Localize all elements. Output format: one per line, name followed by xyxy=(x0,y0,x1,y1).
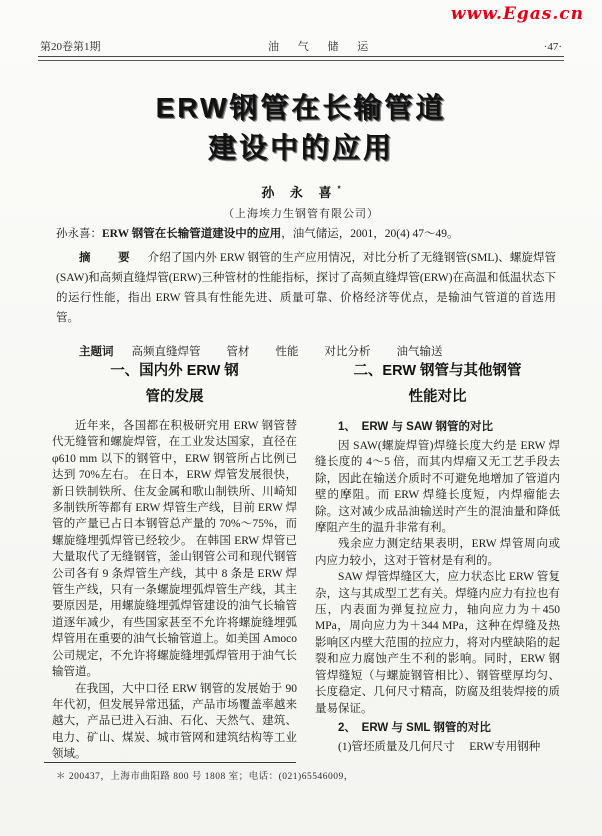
author-name: 孙 永 喜* xyxy=(261,184,341,200)
keyword: 对比分析 xyxy=(324,346,371,358)
paper-title-line1: ERW钢管在长输管道 xyxy=(155,92,447,123)
body-paragraph: SAW 焊管焊缝区大，应力状态比 ERW 管复杂，这与其成型工艺有关。焊缝内应力有拉也有压，内表面为弹复拉应力，轴向应力为＋450 MPa，周向应力为＋344 MPa，这种在焊缝及热影响区内壁大范围的拉应力，将对内壁缺陷的起裂和应力腐蚀产生不利的影响。同时，ERW 钢管焊缝短（与螺旋钢管相比）、钢管壁厚均匀、长度稳定、几何尺寸精高，防腐及组装焊接的质量易保证。 xyxy=(315,571,560,715)
author-affiliation: （上海埃力生钢管有限公司） xyxy=(223,208,379,220)
body-columns xyxy=(52,358,560,763)
journal-header xyxy=(40,38,562,54)
footnote-divider xyxy=(44,762,296,763)
page-number: ·47· xyxy=(543,41,562,53)
keyword: 管材 xyxy=(226,346,250,358)
keyword: 高频直缝焊管 xyxy=(131,346,201,358)
author-footnote-mark: * xyxy=(337,184,341,194)
left-column xyxy=(52,358,297,763)
abstract xyxy=(56,248,556,328)
citation-line xyxy=(56,224,556,244)
front-matter xyxy=(56,224,556,362)
section-heading-1: 一、国内外 ERW 钢 管的发展 xyxy=(110,363,239,405)
body-paragraph: 近年来，各国都在积极研究用 ERW 钢管替代无缝管和螺旋焊管，在工业发达国家，直径在φ610 mm 以下的钢管中，ERW 钢管所占比例已达到 70%左右。 在日本，ERW 焊管发展很快，新日铁制铁所、住友金属和歌山制铁所、川崎知多制铁所等都有 ERW 焊管生产线，目前 ERW 焊管的产量已占日本钢管总产量的 70%～75%，而螺旋缝埋弧焊管已经较少。 在韩国 ERW 焊管已大量取代了无缝钢管，釜山钢管公司和现代钢管公司各有 9 条焊管生产线，其中 8 条是 ERW 焊管生产线，只有一条螺旋埋弧焊管生产线，其主要原因是，用螺旋缝埋弧焊管建设的油气长输管道逐年减少，有些国家甚至不允许将螺旋缝埋弧焊管用在重要的油气长输管道上。如美国 Amoco 公司规定，不允许将螺旋缝埋弧焊管用于油气长输管道。 xyxy=(52,420,297,679)
keywords-label: 主题词 xyxy=(79,346,114,358)
citation-source: ，油气储运，2001，20(4) 47～49。 xyxy=(281,228,459,240)
author-footnote: ＊ 200437，上海市曲阳路 800 号 1808 室；电话：(021)65546009， xyxy=(56,772,354,782)
site-watermark: www.Egas.cn xyxy=(450,4,584,24)
journal-title: 油 气 储 运 xyxy=(267,41,377,53)
header-divider xyxy=(38,56,564,61)
body-paragraph: (1)管坯质量及几何尺寸 ERW专用钢种 xyxy=(338,740,541,753)
citation-authors: 孙永喜： xyxy=(56,228,102,240)
citation-title: ERW 钢管在长输管道建设中的应用 xyxy=(102,228,282,240)
abstract-label: 摘 要 xyxy=(79,252,138,264)
abstract-text: 介绍了国内外 ERW 钢管的生产应用情况，对比分析了无缝钢管(SML)、螺旋焊管(SAW)和高频直缝焊管(ERW)三种管材的性能指标，探讨了高频直缝焊管(ERW)在高温和低温状态下的运行性能，指出 ERW 管具有性能先进、质量可靠、价格经济等优点，是输油气管道的首选用管。 xyxy=(56,252,557,324)
right-column xyxy=(315,358,560,763)
subsection-heading-1: 1、 ERW 与 SAW 钢管的对比 xyxy=(338,421,494,433)
paper-title-line2: 建设中的应用 xyxy=(207,132,394,163)
body-paragraph: 残余应力测定结果表明，ERW 焊管周向或内应力较小，这对于管材是有利的。 xyxy=(315,538,560,567)
body-paragraph: 因 SAW(螺旋焊管)焊缝长度大约是 ERW 焊缝长度的 4～5 倍，而其内焊瘤又无工艺手段去除，因此在输送介质时不可避免地增加了管道内壁的摩阻。而 ERW 焊缝长度短，内焊瘤能去除。这对减少成品油输送时产生的混油量和降低摩阻产生的温升非常有利。 xyxy=(315,440,560,535)
keyword: 性能 xyxy=(275,346,299,358)
subsection-heading-2: 2、 ERW 与 SML 钢管的对比 xyxy=(338,721,491,734)
title-block xyxy=(0,88,602,221)
section-heading-2: 二、ERW 钢管与其他钢管 性能对比 xyxy=(353,363,522,405)
journal-issue: 第20卷第1期 xyxy=(40,41,101,53)
body-paragraph: 在我国，大中口径 ERW 钢管的发展始于 90 年代初，但发展异常迅猛，产品市场覆盖率越来越大，产品已进入石油、石化、天然气、建筑、电力、矿山、煤炭、城市管网和建筑结构等工业领域。 xyxy=(52,682,297,761)
keyword: 油气输送 xyxy=(396,346,443,358)
